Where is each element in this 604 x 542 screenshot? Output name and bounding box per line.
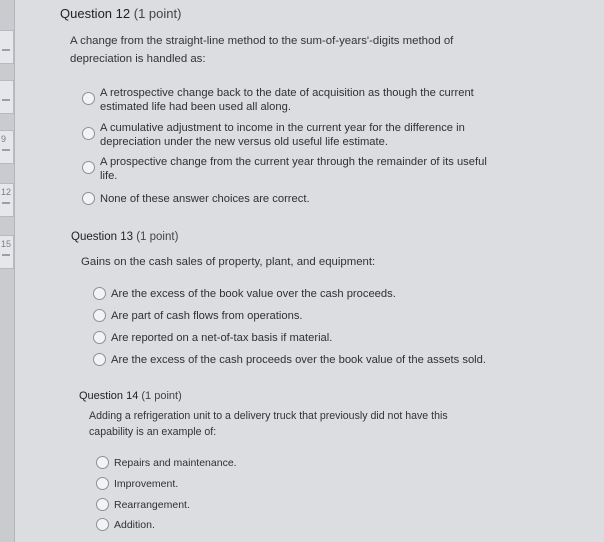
radio-button[interactable] <box>93 309 106 322</box>
choice-label[interactable] <box>111 309 303 323</box>
choice-label[interactable] <box>100 192 310 206</box>
choice-label-line: Addition. <box>114 519 155 531</box>
question-text-line: Adding a refrigeration unit to a delivery truck that previously did not have this <box>89 410 448 422</box>
answer-choice[interactable] <box>82 121 465 149</box>
radio-button[interactable] <box>93 331 106 344</box>
question-number: Question 13 <box>71 231 134 243</box>
choice-label-line: Are part of cash flows from operations. <box>111 310 303 322</box>
radio-button[interactable] <box>93 353 106 366</box>
answer-choice[interactable] <box>96 456 237 470</box>
question-points: (1 point) <box>133 6 182 21</box>
radio-button[interactable] <box>96 477 109 490</box>
choice-label-line: None of these answer choices are correct. <box>100 193 310 205</box>
sidebar-tab-label: 15 <box>1 239 12 249</box>
choice-label-line: Are the excess of the book value over the cash proceeds. <box>111 288 396 300</box>
quiz-content <box>14 0 604 542</box>
choice-label[interactable] <box>100 155 487 183</box>
question-text <box>89 408 509 440</box>
choice-label[interactable] <box>111 353 486 367</box>
choice-label-line: Repairs and maintenance. <box>114 457 237 469</box>
choice-label[interactable] <box>100 86 474 114</box>
sidebar-tab[interactable] <box>0 30 14 64</box>
radio-button[interactable] <box>82 161 95 174</box>
answer-choice[interactable] <box>96 477 178 491</box>
choice-label[interactable] <box>111 331 332 345</box>
sidebar-tab-label: 12 <box>1 187 12 197</box>
question-title <box>60 6 560 21</box>
sidebar-tab-15[interactable] <box>0 235 14 269</box>
sidebar-tab-label: 9 <box>1 134 7 144</box>
choice-label-line: life. <box>100 170 118 182</box>
question-points: (1 point) <box>141 390 182 402</box>
radio-button[interactable] <box>96 518 109 531</box>
answer-choice[interactable] <box>93 309 303 323</box>
answer-choice[interactable] <box>93 331 332 345</box>
sidebar-tab-12[interactable] <box>0 183 14 217</box>
question-text-line: A change from the straight-line method to the sum-of-years'-digits method of <box>70 35 454 47</box>
answer-choice[interactable] <box>93 287 396 301</box>
question-title <box>71 231 571 243</box>
answer-choice[interactable] <box>96 518 155 532</box>
choice-label-line: A cumulative adjustment to income in the current year for the difference in <box>100 122 465 134</box>
answer-choice[interactable] <box>82 192 310 206</box>
radio-button[interactable] <box>82 192 95 205</box>
question-nav-sidebar <box>0 0 15 542</box>
choice-label[interactable] <box>111 287 396 301</box>
choice-label[interactable] <box>114 498 190 512</box>
question-12 <box>60 6 560 205</box>
question-13 <box>71 231 571 366</box>
choice-label-line: depreciation under the new versus old useful life estimate. <box>100 136 388 148</box>
answer-choice[interactable] <box>93 353 486 367</box>
sidebar-tab[interactable] <box>0 80 14 114</box>
question-title <box>79 390 579 402</box>
question-14 <box>79 390 579 531</box>
choice-label[interactable] <box>114 477 178 491</box>
radio-button[interactable] <box>96 498 109 511</box>
question-number: Question 14 <box>79 390 139 402</box>
answer-choice[interactable] <box>96 498 190 512</box>
radio-button[interactable] <box>93 287 106 300</box>
sidebar-tab-9[interactable] <box>0 130 14 164</box>
answer-choice[interactable] <box>82 155 487 183</box>
question-text-line: capability is an example of: <box>89 426 217 438</box>
choice-label-line: Improvement. <box>114 478 179 490</box>
answer-choice[interactable] <box>82 86 474 114</box>
question-text <box>81 253 541 271</box>
choice-label-line: Are reported on a net-of-tax basis if material. <box>111 332 333 344</box>
question-text-line: depreciation is handled as: <box>70 53 206 65</box>
question-text <box>70 32 540 68</box>
choice-label-line: A prospective change from the current year through the remainder of its useful <box>100 156 487 168</box>
radio-button[interactable] <box>82 92 95 105</box>
choice-label-line: estimated life had been used all along. <box>100 101 291 113</box>
choice-label[interactable] <box>100 121 465 149</box>
radio-button[interactable] <box>96 456 109 469</box>
choice-label[interactable] <box>114 518 155 532</box>
question-number: Question 12 <box>60 6 131 21</box>
choice-label-line: Rearrangement. <box>114 499 190 511</box>
radio-button[interactable] <box>82 127 95 140</box>
choice-label[interactable] <box>114 456 237 470</box>
question-text-line: Gains on the cash sales of property, plant, and equipment: <box>81 256 376 268</box>
question-points: (1 point) <box>136 231 179 243</box>
choice-label-line: A retrospective change back to the date of acquisition as though the current <box>100 87 474 99</box>
choice-label-line: Are the excess of the cash proceeds over the book value of the assets sold. <box>111 354 486 366</box>
